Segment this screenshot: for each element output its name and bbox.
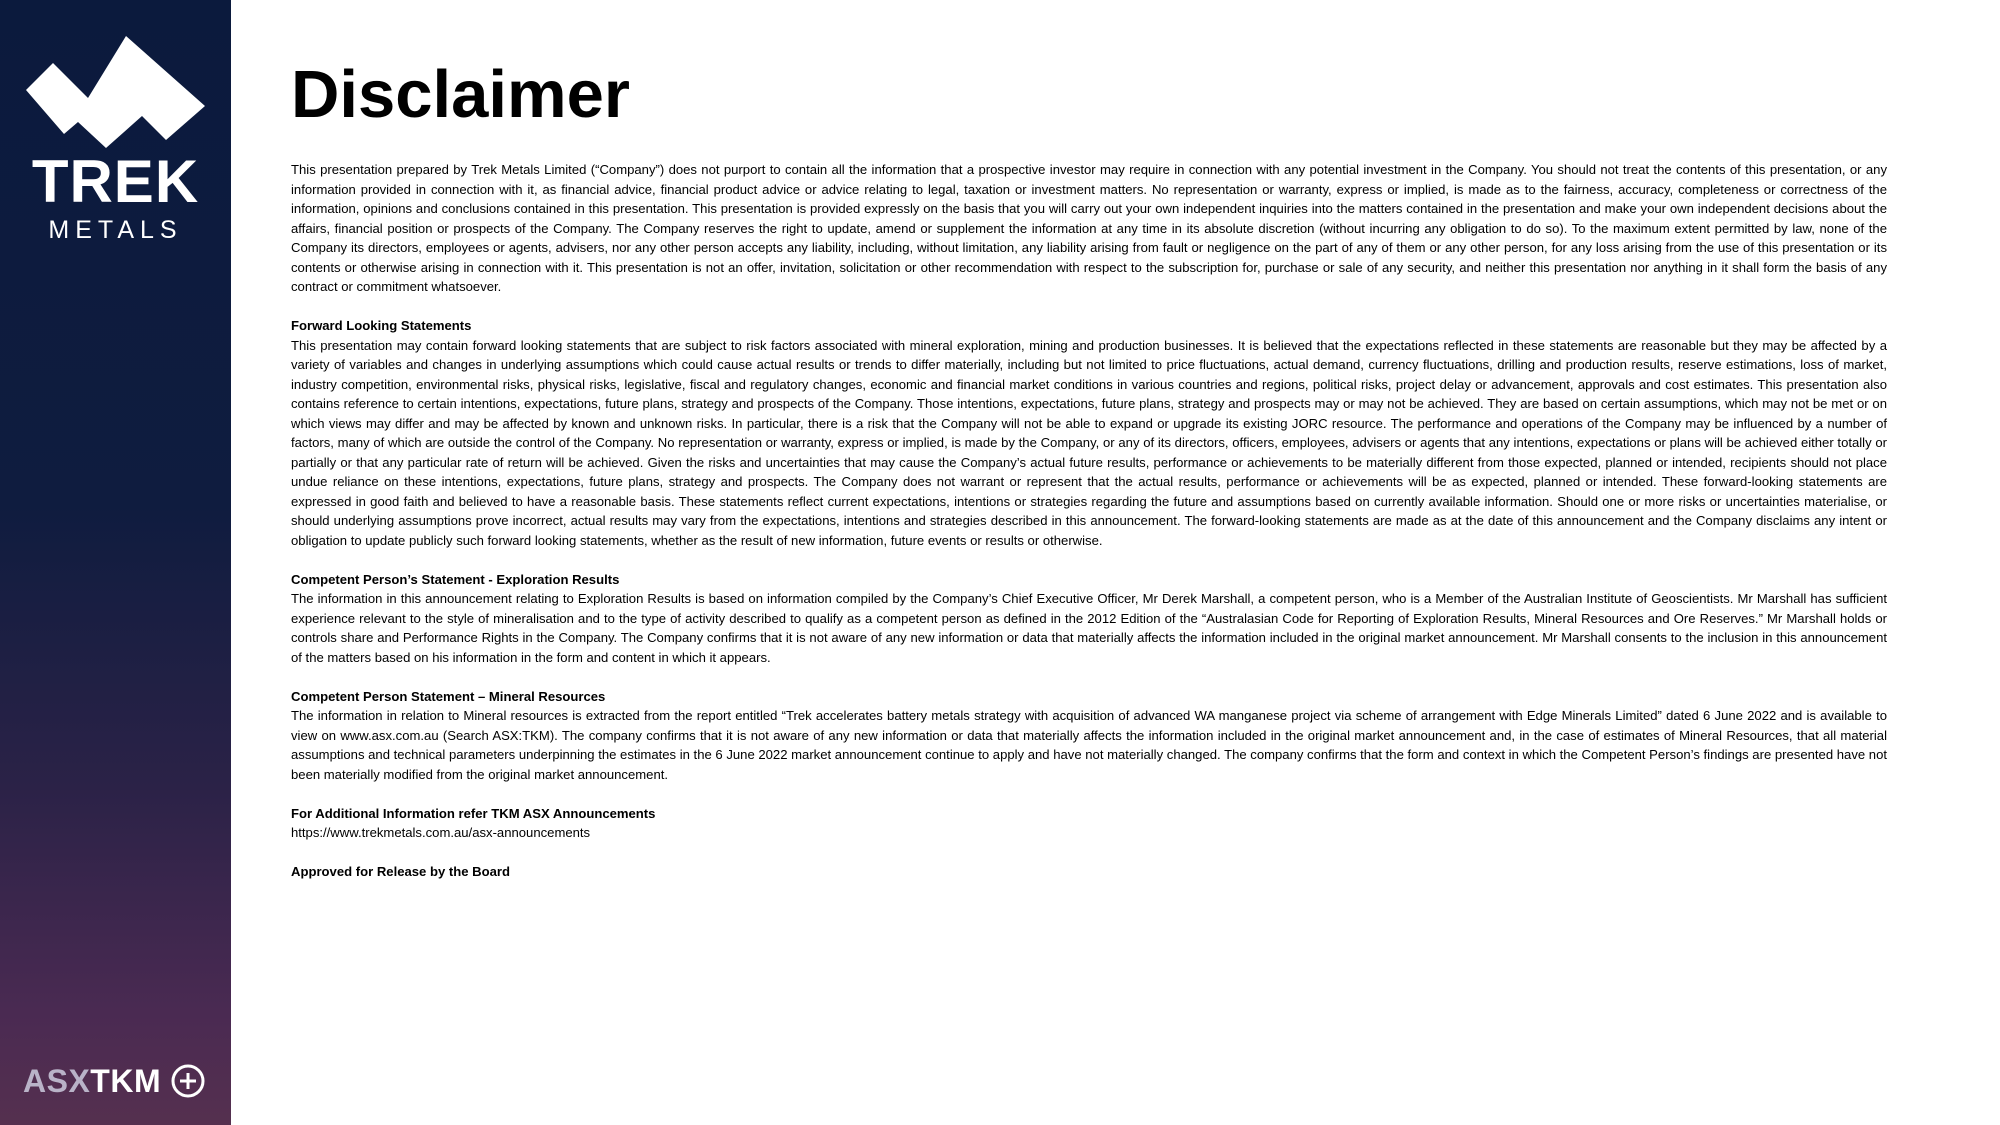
brand-subtitle: METALS [48, 216, 183, 244]
ticker-exchange: ASX [23, 1062, 91, 1099]
circle-plus-icon [171, 1064, 205, 1098]
section-heading: Approved for Release by the Board [291, 864, 511, 879]
forward-looking-section [291, 316, 1887, 550]
section-body: The information in this announcement relating to Exploration Results is based on information compiled by the Company’s Chief Executive Officer, Mr Derek Marshall, a competent person, who is a Member of the Australian Institute of Geoscientists. Mr Marshall has sufficient experience relevant to the style of mineralisation and to the type of activity described to qualify as a competent person as defined in the 2012 Edition of the “Australasian Code for Reporting of Exploration Results, Mineral Resources and Ore Reserves.” Mr Marshall holds or controls share and Performance Rights in the Company. The Company confirms that it is not aware of any new information or data that materially affects the information included in the original market announcement. Mr Marshall consents to the inclusion in this announcement of the matters based on his information in the form and content in which it appears. [291, 591, 1887, 665]
section-heading: For Additional Information refer TKM ASX Announcements [291, 805, 656, 821]
exploration-results-section [291, 570, 1887, 668]
ticker-code: TKM [90, 1062, 162, 1099]
section-body: The information in relation to Mineral resources is extracted from the report entitled “Trek accelerates battery metals strategy with acquisition of advanced WA manganese project via scheme of arrangement with Edge Minerals Limited” dated 6 June 2022 and is available to view on www.asx.com.au (Search ASX:TKM). The company confirms that it is not aware of any new information or data that materially affects the information included in the original market announcement and, in the case of estimates of Mineral Resources, that all material assumptions and technical parameters underpinning the estimates in the 6 June 2022 market announcement continue to apply and have not materially changed. The company confirms that the form and context in which the Competent Person’s findings are presented have not been materially modified from the original market announcement. [291, 708, 1887, 782]
approval-section [291, 862, 1887, 882]
additional-info-section [291, 804, 1887, 843]
intro-paragraph: This presentation prepared by Trek Metals Limited (“Company”) does not purport to contain all the information that a prospective investor may require in connection with any potential investment in the Company. You should not treat the contents of this presentation, or any information provided in connection with it, as financial advice, financial product advice or advice relating to legal, taxation or investment matters. No representation or warranty, express or implied, is made as to the fairness, accuracy, completeness or correctness of the information, opinions and conclusions contained in this presentation. This presentation is provided expressly on the basis that you will carry out your own independent inquiries into the matters contained in the presentation and make your own independent decisions about the affairs, financial position or prospects of the Company. The Company reserves the right to update, amend or supplement the information at any time in its absolute discretion (without incurring any obligation to do so). To the maximum extent permitted by law, none of the Company its directors, employees or agents, advisers, nor any other person accepts any liability, including, without limitation, any liability arising from fault or negligence on the part of any of them or any other person, for any loss arising from the use of this presentation or its contents or otherwise arising in connection with it. This presentation is not an offer, invitation, solicitation or other recommendation with respect to the subscription for, purchase or sale of any security, and neither this presentation nor anything in it shall form the basis of any contract or commitment whatsoever. [291, 162, 1887, 294]
sidebar [0, 0, 231, 1125]
section-heading: Competent Person’s Statement - Exploration Results [291, 571, 620, 587]
mineral-resources-section [291, 687, 1887, 785]
disclaimer-body [291, 160, 1887, 901]
trek-mountain-logo-icon [26, 36, 205, 148]
section-heading: Forward Looking Statements [291, 318, 472, 333]
section-heading: Competent Person Statement – Mineral Resources [291, 688, 606, 704]
announcements-link[interactable]: https://www.trekmetals.com.au/asx-announcements [291, 825, 591, 840]
brand-name: TREK [31, 148, 200, 215]
section-body: This presentation may contain forward looking statements that are subject to risk factors associated with mineral exploration, mining and production businesses. It is believed that the expectations reflected in these statements are reasonable but they may be affected by a variety of variables and changes in underlying assumptions which could cause actual results or trends to differ materially, including but not limited to price fluctuations, actual demand, currency fluctuations, drilling and production results, reserve estimations, loss of market, industry competition, environmental risks, physical risks, legislative, fiscal and regulatory changes, economic and financial market conditions in various countries and regions, political risks, project delay or advancement, approvals and cost estimates. This presentation also contains reference to certain intentions, expectations, future plans, strategy and prospects of the Company. Those intentions, expectations, future plans, strategy and prospects may or may not be achieved. They are based on certain assumptions, which may not be met or on which views may differ and may be affected by known and unknown risks. In particular, there is a risk that the Company will not be able to expand or upgrade its existing JORC resource. The performance and operations of the Company may be influenced by a number of factors, many of which are outside the control of the Company. No representation or warranty, express or implied, is made by the Company, or any of its directors, officers, employees, advisers or agents that any intentions, expectations or plans will be achieved either totally or partially or that any particular rate of return will be achieved. Given the risks and uncertainties that may cause the Company’s actual future results, performance or achievements to be materially different from those expected, planned or intended, recipients should not place undue reliance on these intentions, expectations, future plans, strategy and prospects. The Company does not warrant or represent that the actual results, performance or achievements will be as expected, planned or intended. These forward-looking statements are expressed in good faith and believed to have a reasonable basis. These statements reflect current expectations, intentions or strategies regarding the future and assumptions based on currently available information. Should one or more risks or uncertainties materialise, or should underlying assumptions prove incorrect, actual results may vary from the expectations, intentions and strategies described in this announcement. The forward-looking statements are made as at the date of this announcement and the Company disclaims any intent or obligation to update publicly such forward looking statements, whether as the result of new information, future events or results or otherwise. [291, 337, 1887, 548]
page-title: Disclaimer [291, 57, 630, 132]
ticker-badge [23, 1058, 205, 1104]
